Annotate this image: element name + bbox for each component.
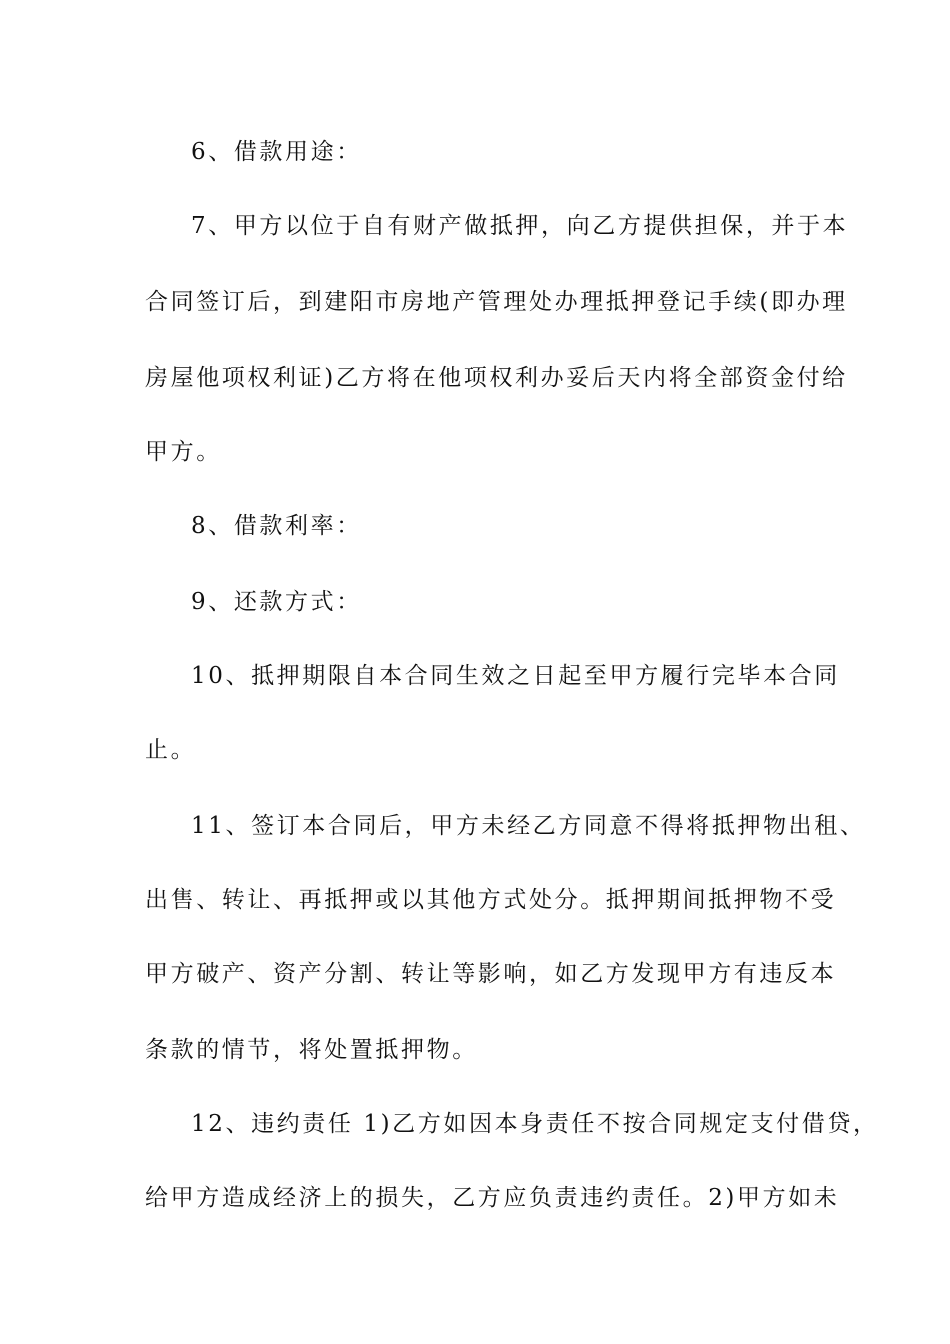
clause-12-line-1: 12、违约责任 1)乙方如因本身责任不按合同规定支付借贷， — [191, 1111, 879, 1137]
clause-12-line-2: 给甲方造成经济上的损失，乙方应负责违约责任。2)甲方如未 — [145, 1185, 840, 1211]
clause-10-line-2: 止。 — [145, 737, 197, 763]
clause-9-line: 9、还款方式： — [191, 589, 362, 615]
clause-8-line: 8、借款利率： — [191, 513, 362, 539]
clause-7-line-3: 房屋他项权利证)乙方将在他项权利办妥后天内将全部资金付给 — [145, 365, 848, 391]
clause-6-line: 6、借款用途： — [191, 139, 362, 165]
clause-11-line-3: 甲方破产、资产分割、转让等影响，如乙方发现甲方有违反本 — [145, 961, 837, 987]
clause-7-line-4: 甲方。 — [145, 439, 222, 465]
clause-11-line-4: 条款的情节，将处置抵押物。 — [145, 1037, 478, 1063]
clause-7-line-1: 7、甲方以位于自有财产做抵押，向乙方提供担保，并于本 — [191, 213, 849, 239]
clause-7-line-2: 合同签订后，到建阳市房地产管理处办理抵押登记手续(即办理 — [145, 289, 848, 315]
clause-11-line-1: 11、签订本合同后，甲方未经乙方同意不得将抵押物出租、 — [191, 813, 866, 839]
clause-11-line-2: 出售、转让、再抵押或以其他方式处分。抵押期间抵押物不受 — [145, 887, 837, 913]
clause-10-line-1: 10、抵押期限自本合同生效之日起至甲方履行完毕本合同 — [191, 663, 840, 689]
